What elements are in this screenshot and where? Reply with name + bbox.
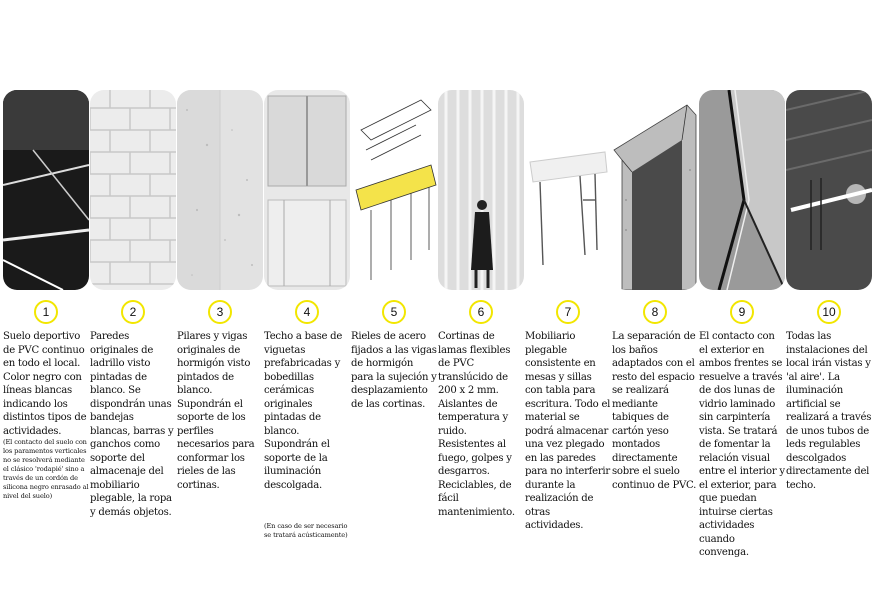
led-tube-photo [786,90,872,290]
item-description [786,330,872,492]
item-number-badge: 5 [382,300,406,324]
description-text: Suelo deportivo de PVC continuo en todo el local. Color negro con líneas blancas indicando los distintos tipos de actividades. [3,331,87,437]
folding-table-photo [525,90,611,290]
item-description [438,330,524,519]
description-text: La separación de los baños adaptados con el resto del espacio se realizará mediante tabiques de cartón yeso montados directamente sobre el suelo continuo de PVC. [612,331,697,491]
plasterboard-drawing [612,90,698,290]
item-description [612,330,698,492]
item-number-badge: 1 [34,300,58,324]
item-description [3,330,89,501]
description-text: Todas las instalaciones del local irán vistas y 'al aire'. La iluminación artificial se realizará a través de unos tubos de leds regulables descolgados directamente del techo. [786,331,872,491]
item-number-badge: 8 [643,300,667,324]
item-number-badge: 6 [469,300,493,324]
steel-rail-drawing [351,90,437,290]
glass-pane-photo [699,90,785,290]
ceiling-photo [264,90,350,290]
item-number-badge: 10 [817,300,841,324]
item-description [351,330,437,411]
note-text: (En caso de ser necesario se tratará acústicamente) [264,522,348,539]
item-number-badge: 3 [208,300,232,324]
item-number-badge: 2 [121,300,145,324]
description-text: Rieles de acero fijados a las vigas de hormigón para la sujeción y desplazamiento de las cortinas. [351,331,437,410]
description-text: Mobiliario plegable consistente en mesas y sillas con tabla para escritura. Todo el material se podrá almacenar una vez plegado en las paredes para no interferir durante la realización de otras actividades. [525,331,611,531]
description-text: Paredes originales de ladrillo visto pintadas de blanco. Se dispondrán unas bandejas blancas, barras y ganchos como soporte del almacenaje del mobiliario plegable, la ropa y demás objetos. [90,331,174,518]
item-description [177,330,263,492]
description-text: Techo a base de viguetas prefabricadas y bobedillas cerámicas originales pintadas de blanco. Supondrán el soporte de la iluminación descolgada. [264,331,343,491]
item-description [264,330,350,540]
item-description [699,330,785,560]
brick-wall-photo [90,90,176,290]
item-number-badge: 9 [730,300,754,324]
item-number-badge: 7 [556,300,580,324]
pvc-curtain-photo [438,90,524,290]
note-text: (El contacto del suelo con los paramentos verticales no se resolverá mediante el clásico 'rodapié' sino a través de un cordón de silicona negro enrasado al nivel del suelo) [3,438,89,500]
item-number-badge: 4 [295,300,319,324]
concrete-texture-photo [177,90,263,290]
item-description [525,330,611,533]
description-text: El contacto con el exterior en ambos frentes se resuelve a través de dos lunas de vidrio laminado sin carpintería vista. Se tratará de fomentar la relación visual entre el interior y el exterior, para que puedan intuirse ciertas actividades cuando convenga. [699,331,785,558]
item-description [90,330,176,519]
sports-floor-photo [3,90,89,290]
description-text: Cortinas de lamas flexibles de PVC translúcido de 200 x 2 mm. Aislantes de temperatura y ruido. Resistentes al fuego, golpes y desgarros. Reciclables, de fácil mantenimiento. [438,331,515,518]
description-text: Pilares y vigas originales de hormigón visto pintados de blanco. Supondrán el soporte de los perfiles necesarios para conformar los rieles de las cortinas. [177,331,255,491]
